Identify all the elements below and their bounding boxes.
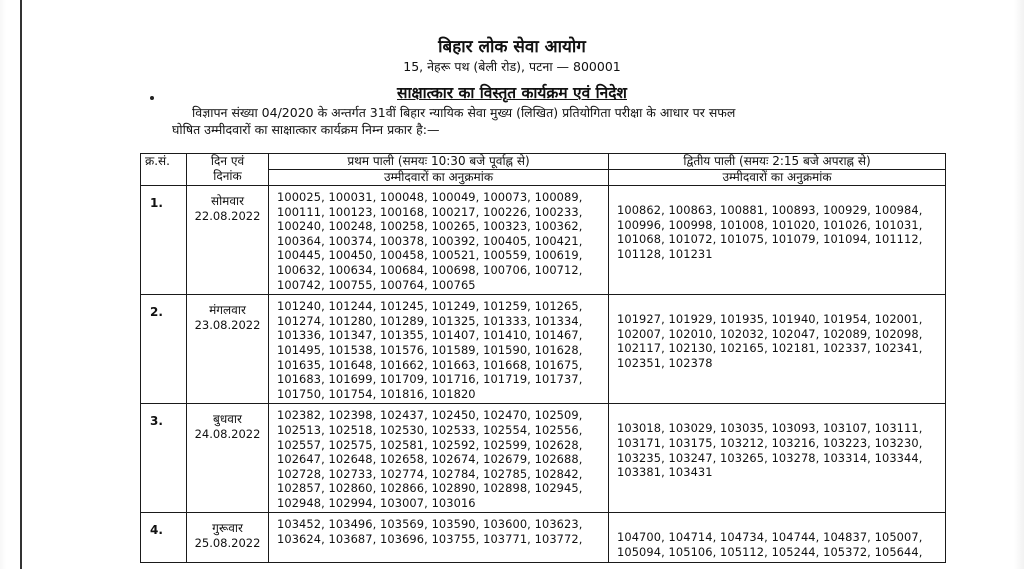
second-shift-title: द्वितीय पाली (समयः 2:15 बजे अपराह्न से) xyxy=(683,154,871,168)
second-shift-roll-numbers: 104700, 104714, 104734, 104744, 104837, 105007, 105094, 105106, 105112, 105244, 105372, 105644, xyxy=(609,513,946,562)
table-row xyxy=(141,404,946,513)
organization-name: बिहार लोक सेवा आयोग xyxy=(438,37,586,57)
first-shift-roll-numbers: 103452, 103496, 103569, 103590, 103600, 103623, 103624, 103687, 103696, 103755, 103771, 103772, xyxy=(269,513,609,562)
header-day-date xyxy=(187,154,269,186)
row-day: बुधवार xyxy=(213,412,242,427)
header-day-line2: दिनांक xyxy=(213,169,242,183)
first-shift-roll-label: उम्मीदवारों का अनुक्रमांक xyxy=(269,169,608,185)
intro-line-1: विज्ञापन संख्या 04/2020 के अन्तर्गत 31वीं बिहार न्यायिक सेवा मुख्य (लिखित) प्रतियोगिता परीक्षा के आधार पर सफल xyxy=(192,105,736,120)
row-serial-number: 1. xyxy=(141,186,187,295)
second-shift-roll-label: उम्मीदवारों का अनुक्रमांक xyxy=(609,169,945,185)
table-row xyxy=(141,513,946,562)
header-second-shift xyxy=(609,154,946,186)
row-date: 23.08.2022 xyxy=(194,318,261,333)
row-serial-number: 2. xyxy=(141,295,187,404)
header-serial-number: क्र.सं. xyxy=(141,154,187,186)
row-day-date xyxy=(187,513,269,562)
first-shift-roll-numbers: 100025, 100031, 100048, 100049, 100073, 100089, 100111, 100123, 100168, 100217, 100226, 100233, 100240, 100248, 100258, 100265, 100323, 100362, 100364, 100374, 100378, 100392, 100405, 100421, 100445, 100450, 100458, 100521, 100559, 100619, 100632, 100634, 100684, 100698, 100706, 100712, 100742, 100755, 100764, 100765 xyxy=(269,186,609,295)
row-day-date xyxy=(187,295,269,404)
row-day: मंगलवार xyxy=(209,303,246,318)
row-date: 22.08.2022 xyxy=(194,209,261,223)
second-shift-roll-numbers: 103018, 103029, 103035, 103093, 103107, 103111, 103171, 103175, 103212, 103216, 103223, 103230, 103235, 103247, 103265, 103278, 103314, 103344, 103381, 103431 xyxy=(609,404,946,513)
first-shift-roll-numbers: 101240, 101244, 101245, 101249, 101259, 101265, 101274, 101280, 101289, 101325, 101333, 101334, 101336, 101347, 101355, 101407, 101410, 101467, 101495, 101538, 101576, 101589, 101590, 101628, 101635, 101648, 101662, 101663, 101668, 101675, 101683, 101699, 101709, 101716, 101719, 101737, 101750, 101754, 101816, 101820 xyxy=(269,295,609,404)
intro-paragraph xyxy=(172,104,962,138)
row-day-date xyxy=(187,404,269,513)
row-day: गुरूवार xyxy=(212,521,243,536)
table-header-row xyxy=(141,154,946,186)
second-shift-roll-numbers: 101927, 101929, 101935, 101940, 101954, 102001, 102007, 102010, 102032, 102047, 102089, 102098, 102117, 102130, 102165, 102181, 102337, 102341, 102351, 102378 xyxy=(609,295,946,404)
stray-mark xyxy=(150,96,154,100)
row-serial-number: 3. xyxy=(141,404,187,513)
first-shift-roll-numbers: 102382, 102398, 102437, 102450, 102470, 102509, 102513, 102518, 102530, 102533, 102554, 102556, 102557, 102575, 102581, 102592, 102599, 102628, 102647, 102648, 102658, 102674, 102679, 102688, 102728, 102733, 102774, 102784, 102785, 102842, 102857, 102860, 102866, 102890, 102898, 102945, 102948, 102994, 103007, 103016 xyxy=(269,404,609,513)
intro-line-2: घोषित उम्मीदवारों का साक्षात्कार कार्यक्रम निम्न प्रकार है:— xyxy=(172,122,440,137)
organization-address: 15, नेहरू पथ (बेली रोड), पटना — 800001 xyxy=(403,59,621,74)
row-serial-number: 4. xyxy=(141,513,187,562)
row-day: सोमवार xyxy=(210,194,245,208)
first-shift-title: प्रथम पाली (समयः 10:30 बजे पूर्वाह्न से) xyxy=(347,154,530,168)
header-first-shift xyxy=(269,154,609,186)
table-row xyxy=(141,186,946,295)
schedule-title-text: साक्षात्कार का विस्तृत कार्यक्रम एवं निदेश xyxy=(397,84,627,102)
row-date: 24.08.2022 xyxy=(194,427,261,442)
schedule-title xyxy=(0,81,1024,103)
header-day-line1: दिन एवं xyxy=(210,154,245,168)
interview-schedule-table xyxy=(140,153,946,563)
table-row xyxy=(141,295,946,404)
row-date: 25.08.2022 xyxy=(194,536,261,551)
row-day-date xyxy=(187,186,269,295)
second-shift-roll-numbers: 100862, 100863, 100881, 100893, 100929, 100984, 100996, 100998, 101008, 101020, 101026, 101031, 101068, 101072, 101075, 101079, 101094, 101112, 101128, 101231 xyxy=(609,186,946,295)
